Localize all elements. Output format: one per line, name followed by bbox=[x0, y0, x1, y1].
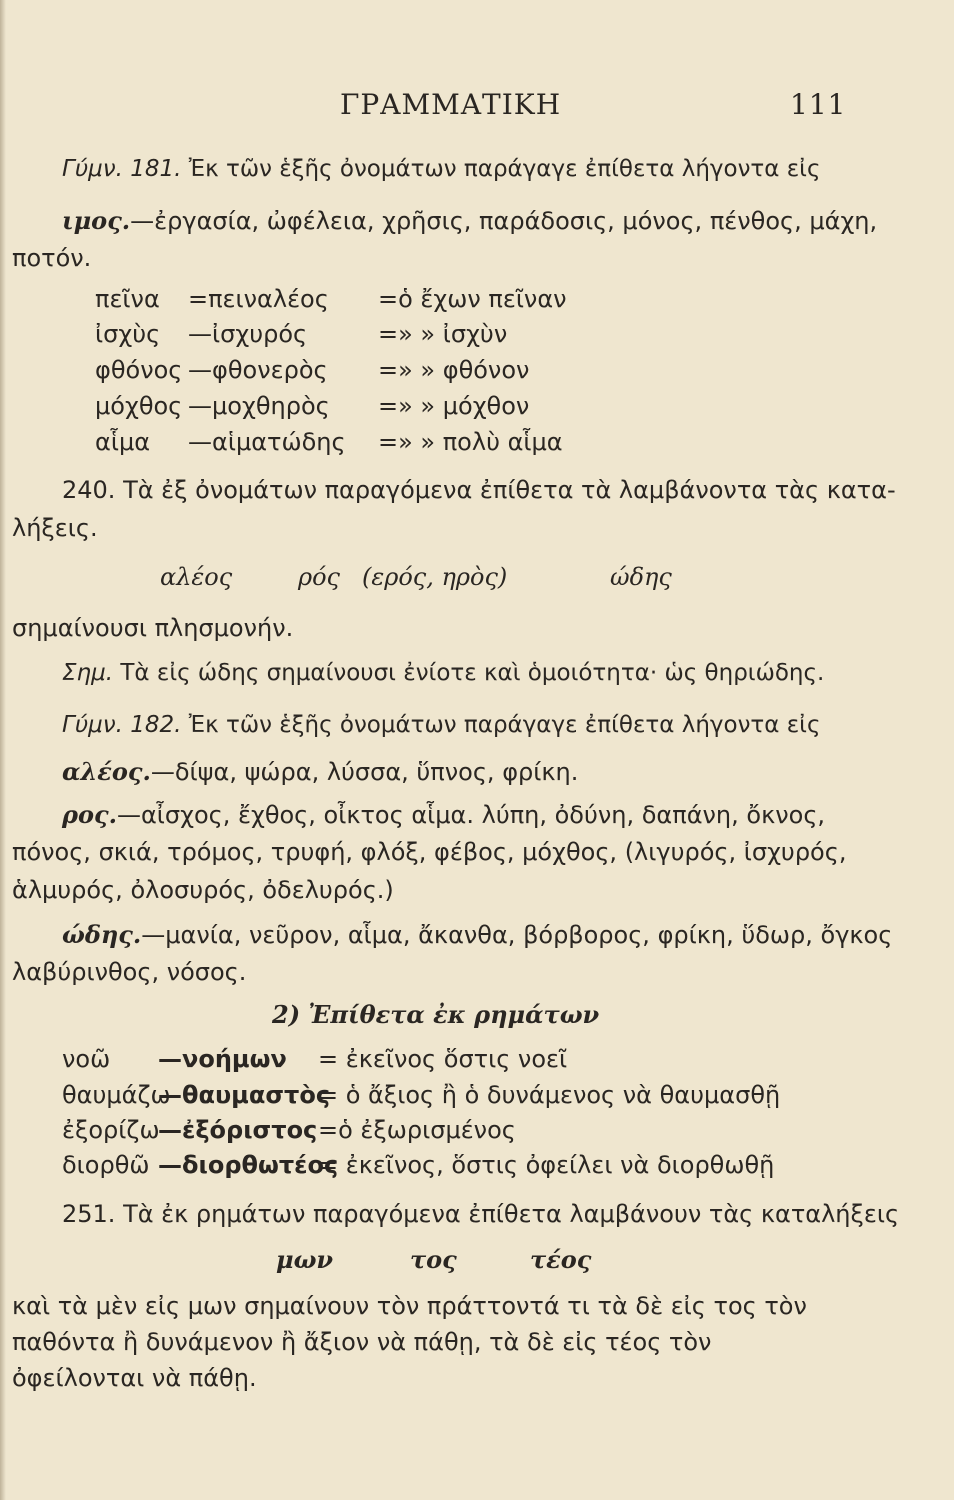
note-text: Τὰ εἰς ώδης σημαίνουσι ἐνίοτε καὶ ὁμοιότητα· ὡς θηριώδης. bbox=[120, 660, 825, 686]
table-row-adj: —διορθωτέος bbox=[158, 1151, 339, 1179]
exercise-182 bbox=[62, 712, 820, 738]
table-row-meaning: = ὁ ἄξιος ἢ ὁ δυνάμενος νὰ θαυμασθῇ bbox=[318, 1081, 781, 1109]
table-row-adj: =πειναλέος bbox=[188, 285, 329, 313]
section-251-line3: παθόντα ἢ δυνάμενον ἢ ἄξιον νὰ πάθῃ, τὰ δὲ εἰς τέος τὸν bbox=[12, 1328, 712, 1356]
suffix: ώδης. bbox=[62, 920, 142, 949]
word-list-cont: πόνος, σκιά, τρόμος, τρυφή, φλόξ, φέβος, μόχθος, (λιγυρός, ἰσχυρός, bbox=[12, 838, 847, 866]
ending-teos: τέος bbox=[530, 1245, 592, 1274]
section-240-line1: 240. Τὰ ἐξ ὀνομάτων παραγόμενα ἐπίθετα τὰ λαμβάνοντα τὰς κατα- bbox=[62, 476, 896, 504]
table-row-verb: διορθῶ bbox=[62, 1151, 150, 1179]
table-row-noun: φθόνος bbox=[95, 356, 183, 384]
subheading: 2) Ἐπίθετα ἐκ ρημάτων bbox=[272, 1000, 600, 1029]
table-row-verb: ἐξορίζω bbox=[62, 1116, 160, 1144]
exercise-instruction: Ἐκ τῶν ἑξῆς ὀνομάτων παράγαγε ἐπίθετα λήγοντα εἰς bbox=[188, 712, 821, 738]
table-row-adj: —μοχθηρὸς bbox=[188, 392, 330, 420]
section-240-line2: λήξεις. bbox=[12, 514, 98, 542]
word-list-cont: λαβύρινθος, νόσος. bbox=[12, 958, 247, 986]
table-row-meaning: = ἐκεῖνος, ὅστις ὀφείλει νὰ διορθωθῇ bbox=[318, 1151, 775, 1179]
table-row-adj: —ἰσχυρός bbox=[188, 320, 308, 348]
ending-mon: μων bbox=[276, 1245, 334, 1274]
suffix: ρος. bbox=[62, 800, 117, 829]
table-row-verb: νοῶ bbox=[62, 1045, 111, 1073]
table-row-meaning: =ὁ ἔχων πεῖναν bbox=[378, 285, 567, 313]
table-row-adj: —φθονερὸς bbox=[188, 356, 328, 384]
ending-tos: τος bbox=[410, 1245, 457, 1274]
table-row-meaning: =» » φθόνον bbox=[378, 356, 530, 384]
table-row-meaning: =» » μόχθον bbox=[378, 392, 530, 420]
section-251-line4: ὀφείλονται νὰ πάθῃ. bbox=[12, 1364, 257, 1392]
table-row-noun: μόχθος bbox=[95, 392, 183, 420]
table-row-adj: —θαυμαστὸς bbox=[158, 1081, 331, 1109]
word-list: —αἶσχος, ἔχθος, οἶκτος αἷμα. λύπη, ὀδύνη, δαπάνη, ὄκνος, bbox=[116, 801, 826, 829]
group-odes bbox=[62, 920, 892, 949]
exercise-181 bbox=[62, 156, 820, 182]
word-list: —ἐργασία, ὠφέλεια, χρῆσις, παράδοσις, μόνος, πένθος, μάχη, bbox=[130, 207, 878, 235]
table-row-adj: —νοήμων bbox=[158, 1045, 287, 1073]
ending-alos: αλέος bbox=[160, 563, 233, 591]
word-list: —δίψα, ψώρα, λύσσα, ὕπνος, φρίκη. bbox=[150, 758, 579, 786]
word-list-cont: ποτόν. bbox=[12, 244, 92, 272]
table-row-noun: ἰσχὺς bbox=[95, 320, 161, 348]
table-row-verb: θαυμάζω bbox=[62, 1081, 171, 1109]
ending-eros-eros: (ερός, ηρὸς) bbox=[362, 563, 508, 591]
table-row-meaning: =» » πολὺ αἷμα bbox=[378, 428, 563, 456]
ending-odes: ώδης bbox=[610, 563, 672, 591]
exercise-instruction: Ἐκ τῶν ἑξῆς ὀνομάτων παράγαγε ἐπίθετα λήγοντα εἰς bbox=[188, 156, 821, 182]
suffix: αλέος. bbox=[62, 757, 151, 786]
section-251-line2: καὶ τὰ μὲν εἰς μων σημαίνουν τὸν πράττοντά τι τὰ δὲ εἰς τος τὸν bbox=[12, 1292, 807, 1320]
suffix: ιμος. bbox=[62, 206, 131, 235]
table-row-adj: —αἱματώδης bbox=[188, 428, 346, 456]
word-list: —μανία, νεῦρον, αἷμα, ἄκανθα, βόρβορος, φρίκη, ὕδωρ, ὄγκος bbox=[141, 921, 893, 949]
exercise-label: Γύμν. 181. bbox=[62, 156, 182, 182]
table-row-adj: —ἐξόριστος bbox=[158, 1116, 318, 1144]
page-edge bbox=[0, 0, 6, 1500]
section-251-line1: 251. Τὰ ἐκ ρημάτων παραγόμενα ἐπίθετα λαμβάνουν τὰς καταλήξεις bbox=[62, 1200, 900, 1228]
word-list-cont: ἁλμυρός, ὀλοσυρός, ὀδελυρός.) bbox=[12, 876, 394, 904]
note bbox=[62, 660, 824, 686]
table-row-meaning: = ἐκεῖνος ὅστις νοεῖ bbox=[318, 1045, 568, 1073]
page-number: 111 bbox=[790, 88, 847, 121]
table-row-meaning: =ὁ ἐξωρισμένος bbox=[318, 1116, 516, 1144]
note-label: Σημ. bbox=[62, 660, 114, 686]
table-row-noun: πεῖνα bbox=[95, 285, 160, 313]
table-row-noun: αἷμα bbox=[95, 428, 151, 456]
section-240-meaning: σημαίνουσι πλησμονήν. bbox=[12, 614, 294, 642]
exercise-181-list bbox=[62, 206, 877, 235]
group-ros bbox=[62, 800, 825, 829]
group-alos bbox=[62, 757, 578, 786]
running-head: ΓΡΑΜΜΑΤΙΚΗ bbox=[340, 88, 562, 121]
ending-ros: ρός bbox=[298, 563, 340, 591]
table-row-meaning: =» » ἰσχὺν bbox=[378, 320, 508, 348]
exercise-label: Γύμν. 182. bbox=[62, 712, 182, 738]
